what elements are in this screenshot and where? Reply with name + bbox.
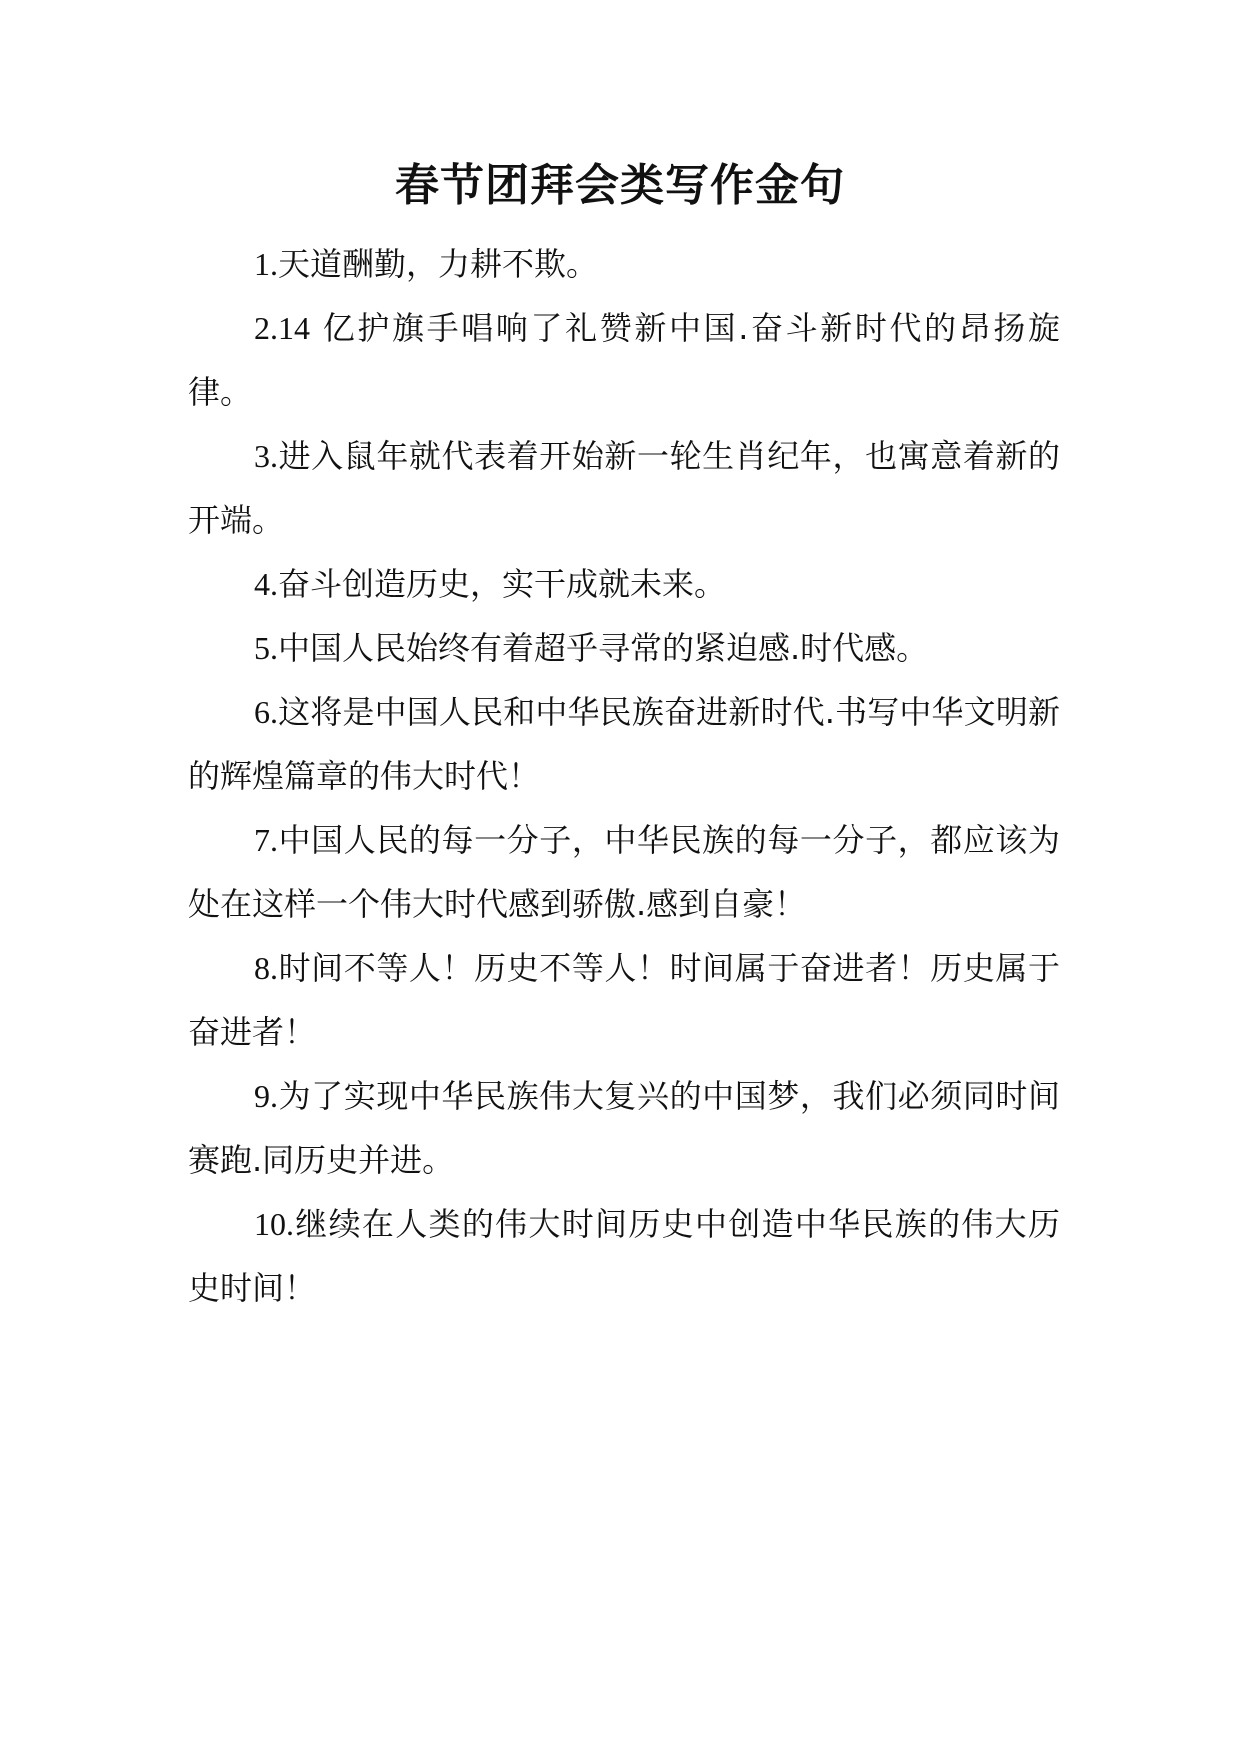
list-item bbox=[188, 296, 1060, 424]
list-item bbox=[188, 552, 1060, 616]
item-number: 9. bbox=[254, 1078, 278, 1114]
item-text: 为了实现中华民族伟大复兴的中国梦，我们必须同时间赛跑.同历史并进。 bbox=[188, 1077, 1060, 1179]
document-title: 春节团拜会类写作金句 bbox=[395, 160, 845, 211]
item-text: 进入鼠年就代表着开始新一轮生肖纪年，也寓意着新的开端。 bbox=[188, 437, 1060, 539]
item-text: 这将是中国人民和中华民族奋进新时代.书写中华文明新的辉煌篇章的伟大时代！ bbox=[188, 693, 1060, 795]
item-text: 亿护旗手唱响了礼赞新中国.奋斗新时代的昂扬旋律。 bbox=[188, 309, 1060, 411]
item-number: 3. bbox=[254, 438, 278, 474]
item-number: 8. bbox=[254, 950, 278, 986]
list-item bbox=[188, 680, 1060, 808]
list-item bbox=[188, 808, 1060, 936]
item-number: 5. bbox=[254, 630, 278, 666]
list-item bbox=[188, 1192, 1060, 1320]
item-text: 天道酬勤，力耕不欺。 bbox=[278, 245, 599, 283]
list-item bbox=[188, 616, 1060, 680]
item-text: 中国人民的每一分子，中华民族的每一分子，都应该为处在这样一个伟大时代感到骄傲.感到自豪！ bbox=[188, 821, 1060, 923]
item-number: 4. bbox=[254, 566, 278, 602]
item-number: 2.14 bbox=[254, 310, 310, 346]
quote-list bbox=[188, 232, 1060, 1320]
item-number: 1. bbox=[254, 246, 278, 282]
list-item bbox=[188, 936, 1060, 1064]
item-text: 时间不等人！历史不等人！时间属于奋进者！历史属于奋进者！ bbox=[188, 949, 1060, 1051]
item-number: 6. bbox=[254, 694, 278, 730]
item-number: 10. bbox=[254, 1206, 294, 1242]
list-item bbox=[188, 1064, 1060, 1192]
list-item bbox=[188, 232, 1060, 296]
item-text: 中国人民始终有着超乎寻常的紧迫感.时代感。 bbox=[278, 629, 929, 667]
list-item bbox=[188, 424, 1060, 552]
item-text: 奋斗创造历史，实干成就未来。 bbox=[278, 565, 727, 603]
item-text: 继续在人类的伟大时间历史中创造中华民族的伟大历史时间！ bbox=[188, 1205, 1060, 1307]
item-number: 7. bbox=[254, 822, 278, 858]
